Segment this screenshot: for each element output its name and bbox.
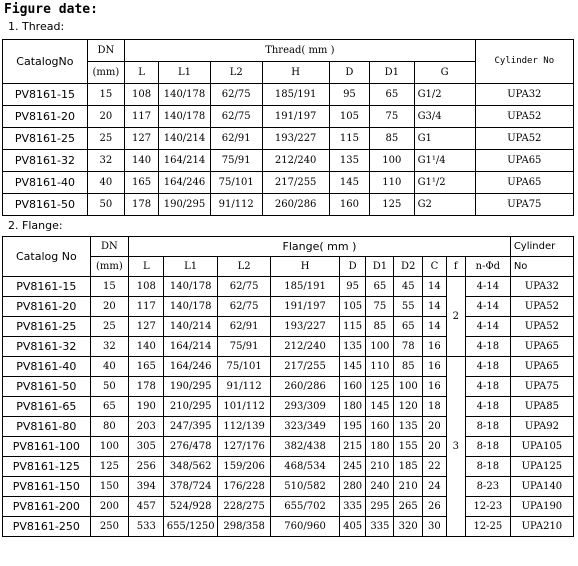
table-row [3, 497, 574, 517]
thread-cell: 140/178 [159, 106, 211, 128]
thread-cylinder-cell: UPA32 [475, 84, 573, 106]
thread-group-header: Thread( mm ) [125, 40, 476, 62]
flange-cell: 320 [394, 517, 423, 537]
flange-cell: 62/91 [217, 317, 270, 337]
thread-cell: 115 [329, 128, 369, 150]
thread-catalog-header: CatalogNo [3, 40, 88, 84]
flange-cylinder-cell: UPA105 [510, 437, 573, 457]
flange-cell: 250 [90, 517, 128, 537]
flange-cell: 378/724 [164, 477, 217, 497]
flange-cell: 62/75 [217, 297, 270, 317]
thread-cell: 145 [329, 172, 369, 194]
thread-cell: 15 [87, 84, 124, 106]
thread-cell: 91/112 [210, 194, 262, 216]
flange-cell: 8-18 [465, 457, 510, 477]
thread-cell: 127 [125, 128, 159, 150]
flange-cell: 140/214 [164, 317, 217, 337]
flange-cylinder-cell: UPA52 [510, 317, 573, 337]
flange-catalog-cell: PV8161-100 [3, 437, 91, 457]
thread-catalog-cell: PV8161-20 [3, 106, 88, 128]
flange-cell: 62/75 [217, 277, 270, 297]
thread-col-header: G [414, 62, 475, 84]
flange-cylinder-cell: UPA65 [510, 357, 573, 377]
table-row [3, 317, 574, 337]
flange-cell: 276/478 [164, 437, 217, 457]
thread-col-header: L [125, 62, 159, 84]
thread-cell: G2 [414, 194, 475, 216]
thread-cylinder-header: Cylinder No [475, 40, 573, 84]
flange-cell: 22 [423, 457, 447, 477]
flange-cell: 85 [394, 357, 423, 377]
flange-cell: 305 [129, 437, 164, 457]
flange-cell: 185 [394, 457, 423, 477]
flange-cell: 16 [423, 337, 447, 357]
table-row [3, 477, 574, 497]
thread-col-header: H [262, 62, 329, 84]
table-row [3, 437, 574, 457]
flange-cell: 533 [129, 517, 164, 537]
flange-cell: 15 [90, 277, 128, 297]
flange-catalog-cell: PV8161-20 [3, 297, 91, 317]
thread-cell: 190/295 [159, 194, 211, 216]
flange-cell: 108 [129, 277, 164, 297]
flange-cell: 145 [366, 397, 394, 417]
flange-cell: 280 [339, 477, 366, 497]
flange-cell: 217/255 [271, 357, 339, 377]
thread-cylinder-cell: UPA52 [475, 106, 573, 128]
flange-cell: 150 [90, 477, 128, 497]
thread-dn-unit: (mm) [87, 62, 124, 84]
flange-cell: 245 [339, 457, 366, 477]
flange-cell: 323/349 [271, 417, 339, 437]
flange-catalog-cell: PV8161-150 [3, 477, 91, 497]
thread-dn-header: DN [87, 40, 124, 62]
flange-cylinder-cell: UPA75 [510, 377, 573, 397]
thread-cell: 50 [87, 194, 124, 216]
flange-cell: 91/112 [217, 377, 270, 397]
thread-cell: 65 [370, 84, 414, 106]
flange-cell: 228/275 [217, 497, 270, 517]
flange-cell: 32 [90, 337, 128, 357]
flange-cell: 180 [366, 437, 394, 457]
flange-cell: 293/309 [271, 397, 339, 417]
thread-col-header: L2 [210, 62, 262, 84]
flange-cell: 14 [423, 317, 447, 337]
thread-cell: G1¹/4 [414, 150, 475, 172]
flange-cell: 240 [366, 477, 394, 497]
flange-cell: 105 [339, 297, 366, 317]
thread-cell: 95 [329, 84, 369, 106]
flange-cell: 457 [129, 497, 164, 517]
flange-cell: 4-18 [465, 377, 510, 397]
flange-cell: 265 [394, 497, 423, 517]
flange-cell: 14 [423, 297, 447, 317]
thread-cell: 75/101 [210, 172, 262, 194]
flange-col-header: f [446, 257, 465, 277]
flange-cell: 65 [90, 397, 128, 417]
flange-cell: 159/206 [217, 457, 270, 477]
flange-cell: 140 [129, 337, 164, 357]
flange-cell: 24 [423, 477, 447, 497]
flange-cell: 78 [394, 337, 423, 357]
flange-cell: 4-18 [465, 397, 510, 417]
flange-cell: 115 [339, 317, 366, 337]
thread-cell: 75 [370, 106, 414, 128]
flange-f-cell: 3 [446, 357, 465, 537]
flange-cell: 176/228 [217, 477, 270, 497]
flange-cell: 8-18 [465, 417, 510, 437]
flange-cell: 348/562 [164, 457, 217, 477]
flange-cell: 110 [366, 357, 394, 377]
table-row [3, 397, 574, 417]
flange-cell: 191/197 [271, 297, 339, 317]
thread-cell: 140 [125, 150, 159, 172]
table-row [3, 457, 574, 477]
flange-cylinder-cell: UPA140 [510, 477, 573, 497]
thread-cell: 140/214 [159, 128, 211, 150]
flange-cell: 65 [366, 277, 394, 297]
thread-cell: 62/75 [210, 84, 262, 106]
table-row [3, 194, 574, 216]
flange-cell: 4-18 [465, 357, 510, 377]
thread-catalog-cell: PV8161-15 [3, 84, 88, 106]
flange-cell: 405 [339, 517, 366, 537]
flange-cell: 65 [394, 317, 423, 337]
flange-cell: 382/438 [271, 437, 339, 457]
flange-cell: 193/227 [271, 317, 339, 337]
thread-cell: G3/4 [414, 106, 475, 128]
thread-cell: 193/227 [262, 128, 329, 150]
flange-cell: 55 [394, 297, 423, 317]
flange-cell: 20 [423, 437, 447, 457]
flange-cell: 164/246 [164, 357, 217, 377]
flange-cell: 135 [394, 417, 423, 437]
thread-cell: 108 [125, 84, 159, 106]
thread-cell: 100 [370, 150, 414, 172]
flange-cell: 524/928 [164, 497, 217, 517]
flange-cell: 256 [129, 457, 164, 477]
table-row [3, 357, 574, 377]
thread-cell: 20 [87, 106, 124, 128]
thread-col-header: L1 [159, 62, 211, 84]
flange-cell: 125 [90, 457, 128, 477]
flange-cylinder-cell: UPA85 [510, 397, 573, 417]
flange-cell: 203 [129, 417, 164, 437]
flange-catalog-header: Catalog No [3, 237, 91, 277]
flange-cell: 100 [394, 377, 423, 397]
flange-dn-header: DN [90, 237, 128, 257]
flange-cell: 185/191 [271, 277, 339, 297]
thread-cell: G1/2 [414, 84, 475, 106]
thread-cylinder-cell: UPA65 [475, 150, 573, 172]
thread-cell: 110 [370, 172, 414, 194]
thread-cell: 164/214 [159, 150, 211, 172]
flange-cell: 760/960 [271, 517, 339, 537]
flange-table [2, 236, 574, 537]
thread-cell: G1¹/2 [414, 172, 475, 194]
flange-cell: 298/358 [217, 517, 270, 537]
flange-cell: 165 [129, 357, 164, 377]
flange-cell: 20 [423, 417, 447, 437]
thread-cell: G1 [414, 128, 475, 150]
thread-cell: 125 [370, 194, 414, 216]
flange-cylinder-cell: UPA125 [510, 457, 573, 477]
thread-cell: 191/197 [262, 106, 329, 128]
thread-cell: 185/191 [262, 84, 329, 106]
flange-cell: 164/214 [164, 337, 217, 357]
table-row [3, 417, 574, 437]
thread-cell: 164/246 [159, 172, 211, 194]
table-row [3, 277, 574, 297]
thread-cell: 135 [329, 150, 369, 172]
flange-cylinder-cell: UPA65 [510, 337, 573, 357]
thread-col-header: D1 [370, 62, 414, 84]
flange-cell: 75 [366, 297, 394, 317]
table-row [3, 337, 574, 357]
flange-col-header: L [129, 257, 164, 277]
table-row [3, 128, 574, 150]
thread-cell: 62/91 [210, 128, 262, 150]
flange-cell: 127/176 [217, 437, 270, 457]
flange-cell: 160 [339, 377, 366, 397]
table-row [3, 106, 574, 128]
thread-cylinder-cell: UPA65 [475, 172, 573, 194]
flange-cylinder-cell: UPA92 [510, 417, 573, 437]
flange-cell: 140/178 [164, 277, 217, 297]
flange-col-header: C [423, 257, 447, 277]
flange-cell: 160 [366, 417, 394, 437]
flange-catalog-cell: PV8161-32 [3, 337, 91, 357]
flange-cell: 25 [90, 317, 128, 337]
flange-catalog-cell: PV8161-80 [3, 417, 91, 437]
flange-cell: 125 [366, 377, 394, 397]
flange-cell: 335 [339, 497, 366, 517]
flange-cell: 140/178 [164, 297, 217, 317]
flange-cell: 16 [423, 357, 447, 377]
thread-cell: 260/286 [262, 194, 329, 216]
flange-cell: 335 [366, 517, 394, 537]
flange-catalog-cell: PV8161-65 [3, 397, 91, 417]
flange-col-header: D2 [394, 257, 423, 277]
flange-cell: 8-18 [465, 437, 510, 457]
thread-cell: 32 [87, 150, 124, 172]
flange-cell: 4-18 [465, 337, 510, 357]
flange-cell: 655/1250 [164, 517, 217, 537]
flange-cylinder-cell: UPA210 [510, 517, 573, 537]
thread-catalog-cell: PV8161-50 [3, 194, 88, 216]
flange-cell: 45 [394, 277, 423, 297]
flange-cell: 210 [394, 477, 423, 497]
flange-f-cell: 2 [446, 277, 465, 357]
table-row [3, 150, 574, 172]
thread-col-header: D [329, 62, 369, 84]
flange-cell: 215 [339, 437, 366, 457]
flange-group-header: Flange( mm ) [129, 237, 511, 257]
thread-cell: 178 [125, 194, 159, 216]
flange-cylinder-cell: UPA32 [510, 277, 573, 297]
table-row [3, 297, 574, 317]
flange-cell: 510/582 [271, 477, 339, 497]
flange-cell: 20 [90, 297, 128, 317]
flange-cell: 8-23 [465, 477, 510, 497]
flange-section-label: 2. Flange: [8, 219, 63, 232]
flange-cell: 85 [366, 317, 394, 337]
thread-cell: 140/178 [159, 84, 211, 106]
flange-cell: 14 [423, 277, 447, 297]
thread-section-label: 1. Thread: [8, 20, 65, 33]
flange-cylinder-cell: UPA190 [510, 497, 573, 517]
flange-cell: 210 [366, 457, 394, 477]
thread-cell: 75/91 [210, 150, 262, 172]
flange-cell: 127 [129, 317, 164, 337]
flange-cell: 195 [339, 417, 366, 437]
table-row [3, 517, 574, 537]
flange-cell: 50 [90, 377, 128, 397]
flange-cell: 75/101 [217, 357, 270, 377]
flange-cell: 135 [339, 337, 366, 357]
flange-cell: 178 [129, 377, 164, 397]
thread-cell: 212/240 [262, 150, 329, 172]
flange-cell: 247/395 [164, 417, 217, 437]
flange-cell: 40 [90, 357, 128, 377]
flange-cell: 75/91 [217, 337, 270, 357]
flange-cell: 200 [90, 497, 128, 517]
thread-cell: 217/255 [262, 172, 329, 194]
flange-catalog-cell: PV8161-25 [3, 317, 91, 337]
thread-cell: 62/75 [210, 106, 262, 128]
flange-cell: 190/295 [164, 377, 217, 397]
thread-cell: 25 [87, 128, 124, 150]
flange-cell: 468/534 [271, 457, 339, 477]
flange-dn-unit: (mm) [90, 257, 128, 277]
flange-cell: 4-14 [465, 317, 510, 337]
thread-table [2, 39, 574, 216]
thread-cell: 117 [125, 106, 159, 128]
thread-cell: 105 [329, 106, 369, 128]
flange-cell: 100 [366, 337, 394, 357]
flange-catalog-cell: PV8161-40 [3, 357, 91, 377]
flange-cell: 180 [339, 397, 366, 417]
flange-cell: 145 [339, 357, 366, 377]
flange-cylinder-cell: UPA52 [510, 297, 573, 317]
thread-cell: 85 [370, 128, 414, 150]
thread-cylinder-cell: UPA52 [475, 128, 573, 150]
flange-catalog-cell: PV8161-200 [3, 497, 91, 517]
thread-cell: 160 [329, 194, 369, 216]
flange-cell: 112/139 [217, 417, 270, 437]
flange-catalog-cell: PV8161-50 [3, 377, 91, 397]
flange-cell: 16 [423, 377, 447, 397]
table-row [3, 377, 574, 397]
flange-cell: 210/295 [164, 397, 217, 417]
flange-cell: 295 [366, 497, 394, 517]
flange-cell: 26 [423, 497, 447, 517]
flange-col-header: H [271, 257, 339, 277]
flange-cell: 212/240 [271, 337, 339, 357]
thread-cylinder-cell: UPA75 [475, 194, 573, 216]
flange-cell: 4-14 [465, 277, 510, 297]
table-row [3, 172, 574, 194]
flange-catalog-cell: PV8161-125 [3, 457, 91, 477]
flange-cell: 95 [339, 277, 366, 297]
figure-title: Figure date: [4, 2, 98, 17]
flange-cell: 100 [90, 437, 128, 457]
flange-cell: 30 [423, 517, 447, 537]
thread-catalog-cell: PV8161-40 [3, 172, 88, 194]
flange-catalog-cell: PV8161-250 [3, 517, 91, 537]
thread-catalog-cell: PV8161-25 [3, 128, 88, 150]
flange-col-header: L2 [217, 257, 270, 277]
flange-col-header: n-Φd [465, 257, 510, 277]
flange-cell: 394 [129, 477, 164, 497]
flange-cell: 101/112 [217, 397, 270, 417]
flange-cell: 117 [129, 297, 164, 317]
flange-cell: 155 [394, 437, 423, 457]
flange-cylinder-header: Cylinder [510, 237, 573, 257]
flange-cell: 12-25 [465, 517, 510, 537]
flange-cell: 80 [90, 417, 128, 437]
flange-cell: 12-23 [465, 497, 510, 517]
flange-catalog-cell: PV8161-15 [3, 277, 91, 297]
flange-cell: 18 [423, 397, 447, 417]
table-row [3, 84, 574, 106]
flange-cell: 655/702 [271, 497, 339, 517]
flange-cell: 120 [394, 397, 423, 417]
flange-cylinder-header-2: No [510, 257, 573, 277]
thread-catalog-cell: PV8161-32 [3, 150, 88, 172]
flange-col-header: L1 [164, 257, 217, 277]
thread-cell: 40 [87, 172, 124, 194]
flange-col-header: D1 [366, 257, 394, 277]
flange-cell: 260/286 [271, 377, 339, 397]
flange-cell: 190 [129, 397, 164, 417]
thread-cell: 165 [125, 172, 159, 194]
flange-col-header: D [339, 257, 366, 277]
flange-cell: 4-14 [465, 297, 510, 317]
